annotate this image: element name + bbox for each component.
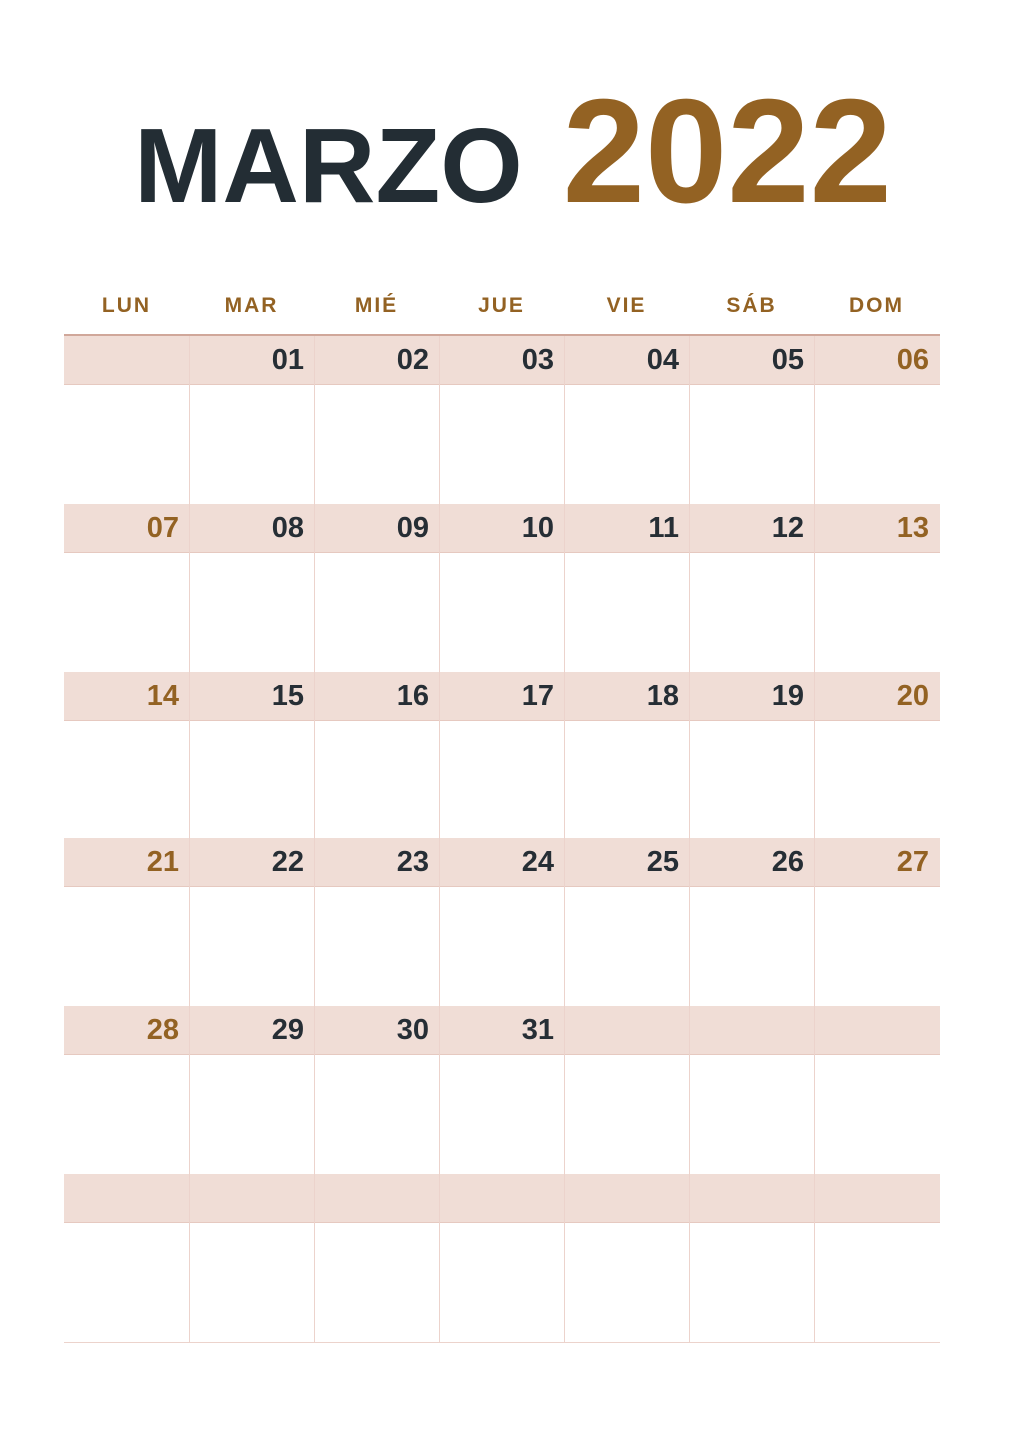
day-number: 16: [396, 680, 429, 712]
day-number: 09: [396, 512, 429, 544]
day-number: 08: [271, 512, 304, 544]
day-number: [64, 336, 189, 384]
column-divider: [189, 336, 190, 1342]
weekday-vie: VIE: [606, 294, 647, 317]
day-number: 31: [521, 1014, 554, 1046]
day-number: 28: [146, 1014, 179, 1046]
day-number: [439, 1174, 564, 1222]
day-number: 24: [521, 846, 554, 878]
day-number: 05: [771, 344, 804, 376]
grid-bottom-line: [64, 1342, 940, 1343]
day-number: [689, 1006, 814, 1054]
day-number: 20: [896, 680, 929, 712]
year-number: 2022: [562, 69, 892, 234]
day-number: [814, 1174, 939, 1222]
day-number: 10: [521, 512, 554, 544]
column-divider: [314, 336, 315, 1342]
day-number: 25: [646, 846, 679, 878]
day-number: 30: [396, 1014, 429, 1046]
column-divider: [564, 336, 565, 1342]
day-number: 12: [771, 512, 804, 544]
weekday-mie: MIÉ: [354, 294, 399, 317]
day-number: [314, 1174, 439, 1222]
day-number: 19: [771, 680, 804, 712]
day-number: [189, 1174, 314, 1222]
day-number: [564, 1006, 689, 1054]
day-number: 01: [271, 344, 304, 376]
day-number: 07: [146, 512, 179, 544]
weekday-mar: MAR: [224, 294, 279, 317]
day-number: [689, 1174, 814, 1222]
column-divider: [689, 336, 690, 1342]
weekday-sab: SÁB: [726, 294, 777, 317]
day-number: 18: [646, 680, 679, 712]
day-number: [564, 1174, 689, 1222]
day-number: [814, 1006, 939, 1054]
day-number: 06: [896, 344, 929, 376]
day-number: 29: [271, 1014, 304, 1046]
day-number: 02: [396, 344, 429, 376]
day-number: 03: [521, 344, 554, 376]
day-number: 13: [896, 512, 929, 544]
column-divider: [439, 336, 440, 1342]
day-number: 23: [396, 846, 429, 878]
day-number: [64, 1174, 189, 1222]
day-number: 27: [896, 846, 929, 878]
day-number: 21: [146, 846, 179, 878]
day-number: 04: [646, 344, 679, 376]
month-name: MARZO: [134, 107, 523, 225]
day-number: 22: [271, 846, 304, 878]
column-divider: [814, 336, 815, 1342]
day-number: 11: [648, 512, 679, 544]
day-number: 15: [271, 680, 304, 712]
day-number: 26: [771, 846, 804, 878]
weekday-jue: JUE: [478, 294, 525, 317]
weekday-lun: LUN: [101, 294, 152, 317]
day-number: 17: [521, 680, 554, 712]
weekday-dom: DOM: [849, 294, 904, 317]
day-number: 14: [146, 680, 179, 712]
